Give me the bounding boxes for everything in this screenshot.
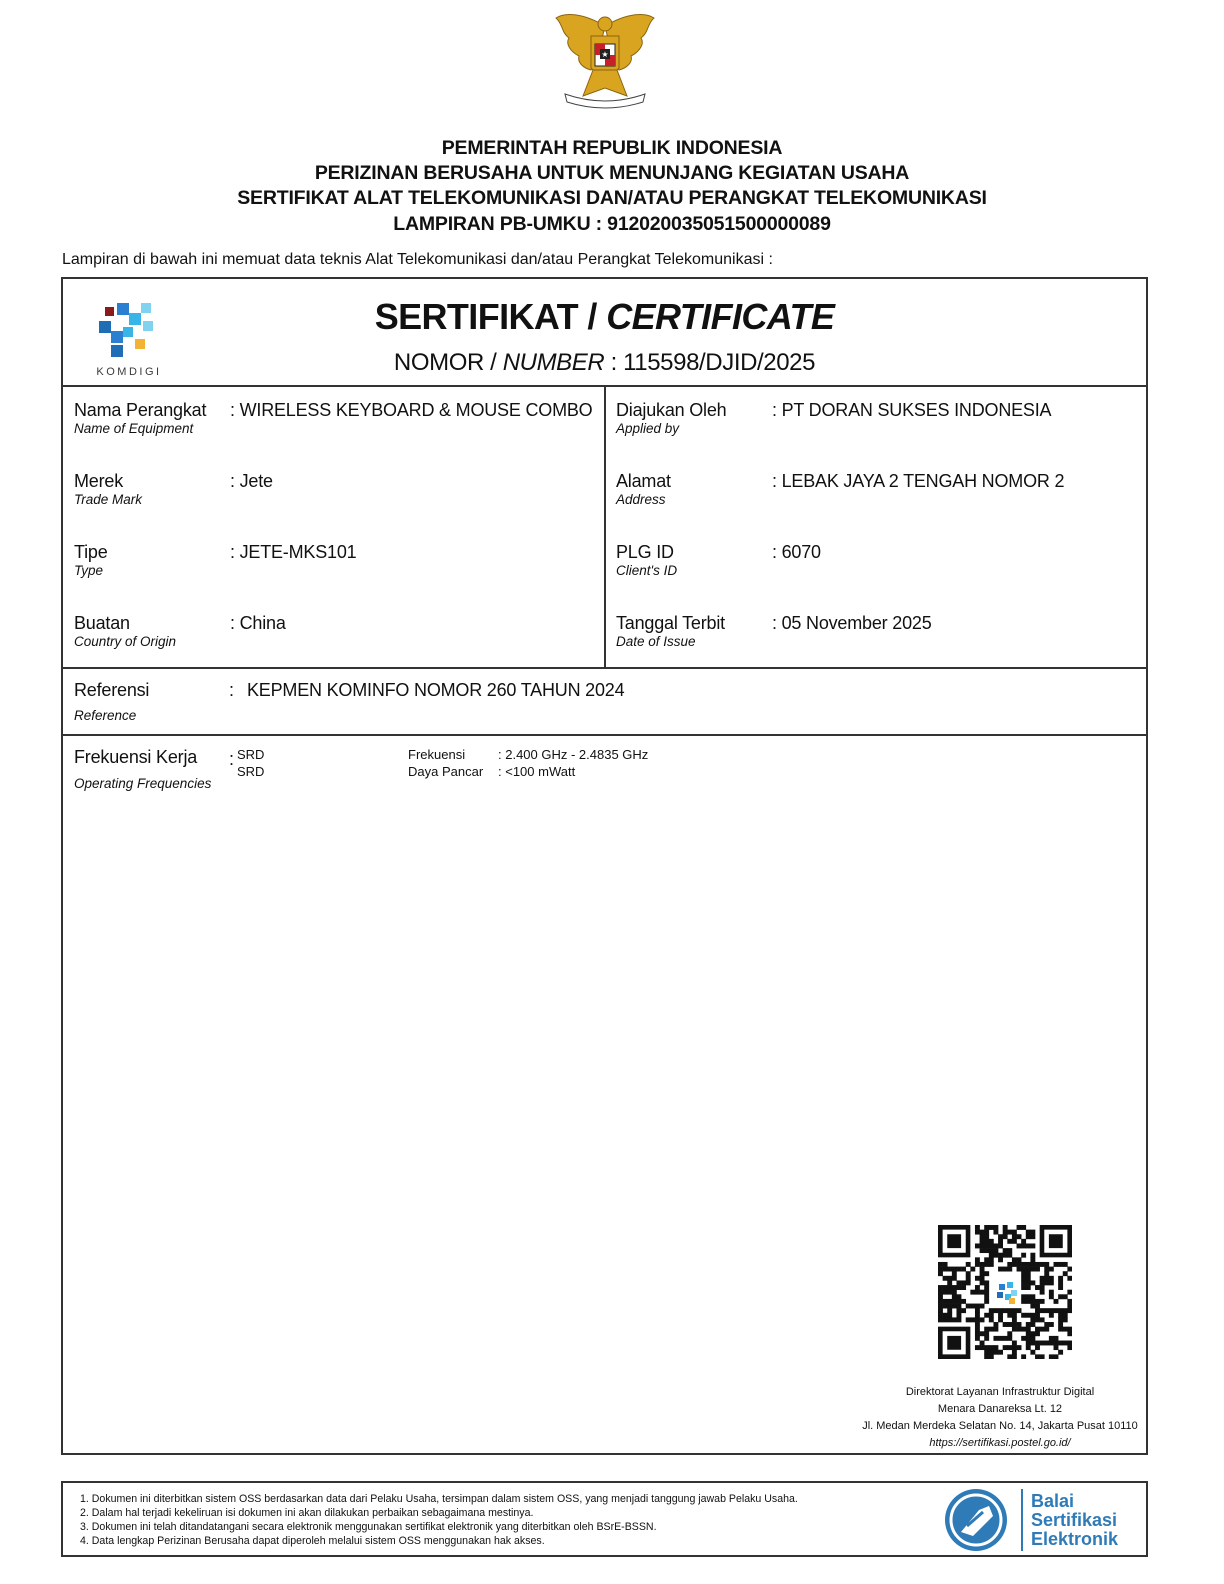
field-sublabel: Country of Origin xyxy=(74,634,177,649)
freq-row-2-key: Daya Pancar xyxy=(408,764,484,779)
title-italic: CERTIFICATE xyxy=(606,296,835,337)
divider-fields xyxy=(63,667,1146,669)
header-line-4: LAMPIRAN PB-UMKU : 912020035051500000089 xyxy=(393,213,831,235)
bsre-separator xyxy=(1021,1489,1023,1551)
certificate-title xyxy=(63,296,1146,338)
number-label: NOMOR / xyxy=(393,349,503,376)
address-line-2: Menara Danareksa Lt. 12 xyxy=(937,1403,1063,1415)
field-sublabel: Trade Mark xyxy=(74,492,143,507)
field-sublabel: Client's ID xyxy=(616,563,678,578)
field-sublabel: Address xyxy=(616,492,666,507)
footer-note-3: 3. Dokumen ini telah ditandatangani secara elektronik menggunakan sertifikat elektronik yang diterbitkan oleh BSrE-BSSN. xyxy=(80,1521,657,1533)
footer-note-1: 1. Dokumen ini diterbitkan sistem OSS berdasarkan data dari Pelaku Usaha, tersimpan dalam sistem OSS, yang menjadi tanggung jawab Pelaku Usaha. xyxy=(80,1493,798,1505)
bsre-text-1: Balai xyxy=(1031,1491,1075,1511)
field-value: : LEBAK JAYA 2 TENGAH NOMOR 2 xyxy=(772,471,1065,491)
qr-code-icon[interactable] xyxy=(938,1225,1072,1359)
field-colon: : xyxy=(229,749,234,769)
freq-row-1-type: SRD xyxy=(237,747,265,762)
field-label: Alamat xyxy=(616,471,671,491)
header-line-1: PEMERINTAH REPUBLIK INDONESIA xyxy=(441,137,783,159)
field-value: : JETE-MKS101 xyxy=(230,542,357,562)
field-value: : 05 November 2025 xyxy=(772,613,932,633)
field-value: : PT DORAN SUKSES INDONESIA xyxy=(772,400,1052,420)
header-line-2: PERIZINAN BERUSAHA UNTUK MENUNJANG KEGIATAN USAHA xyxy=(314,162,910,184)
field-label: Merek xyxy=(74,471,124,491)
field-value: KEPMEN KOMINFO NOMOR 260 TAHUN 2024 xyxy=(247,680,625,700)
field-sublabel: Reference xyxy=(74,708,137,723)
freq-row-2-type: SRD xyxy=(237,764,265,779)
field-colon: : xyxy=(229,680,234,700)
footer-note-4: 4. Data lengkap Perizinan Berusaha dapat diperoleh melalui sistem OSS menggunakan hak akses. xyxy=(80,1535,545,1547)
address-line-1: Direktorat Layanan Infrastruktur Digital xyxy=(905,1386,1095,1398)
field-value: : WIRELESS KEYBOARD & MOUSE COMBO xyxy=(230,400,593,420)
footer-note-2: 2. Dalam hal terjadi kekeliruan isi dokumen ini akan dilakukan perbaikan sebagaimana mestinya. xyxy=(80,1507,534,1519)
bsre-text-2: Sertifikasi xyxy=(1031,1510,1118,1530)
divider-columns xyxy=(604,387,606,669)
garuda-emblem-icon xyxy=(553,8,657,118)
field-label: Tanggal Terbit xyxy=(616,613,725,633)
field-label: Referensi xyxy=(74,680,150,700)
certificate-box xyxy=(61,277,1148,1455)
certificate-number xyxy=(63,349,1146,377)
field-label: Tipe xyxy=(74,542,108,562)
number-label-italic: NUMBER xyxy=(502,349,605,376)
footer-box xyxy=(61,1481,1148,1557)
freq-row-2-value: : <100 mWatt xyxy=(498,764,576,779)
field-value: : Jete xyxy=(230,471,273,491)
number-value: : 115598/DJID/2025 xyxy=(604,349,816,376)
field-value: : China xyxy=(230,613,286,633)
divider-reference xyxy=(63,734,1146,736)
field-sublabel: Applied by xyxy=(616,421,680,436)
bsre-logo-icon xyxy=(939,1486,1013,1554)
field-value: : 6070 xyxy=(772,542,821,562)
komdigi-logo-text: KOMDIGI xyxy=(96,366,162,378)
field-sublabel: Name of Equipment xyxy=(74,421,194,436)
address-url-link[interactable]: https://sertifikasi.postel.go.id/ xyxy=(929,1437,1071,1449)
field-label: PLG ID xyxy=(616,542,674,562)
field-label: Buatan xyxy=(74,613,130,633)
field-sublabel: Type xyxy=(74,563,104,578)
field-sublabel: Operating Frequencies xyxy=(74,776,212,791)
field-label: Nama Perangkat xyxy=(74,400,207,420)
bsre-text-3: Elektronik xyxy=(1031,1529,1119,1549)
title-main: SERTIFIKAT / xyxy=(374,296,607,337)
field-label: Frekuensi Kerja xyxy=(74,747,198,767)
freq-row-1-value: : 2.400 GHz - 2.4835 GHz xyxy=(498,747,649,762)
svg-text:★: ★ xyxy=(601,50,609,59)
field-label: Diajukan Oleh xyxy=(616,400,727,420)
freq-row-1-key: Frekuensi xyxy=(408,747,466,762)
address-line-3: Jl. Medan Merdeka Selatan No. 14, Jakarta Pusat 10110 xyxy=(862,1420,1138,1432)
header-line-3: SERTIFIKAT ALAT TELEKOMUNIKASI DAN/ATAU PERANGKAT TELEKOMUNIKASI xyxy=(237,187,987,209)
field-sublabel: Date of Issue xyxy=(616,634,696,649)
intro-text: Lampiran di bawah ini memuat data teknis Alat Telekomunikasi dan/atau Perangkat Telekomunikasi : xyxy=(62,251,773,268)
